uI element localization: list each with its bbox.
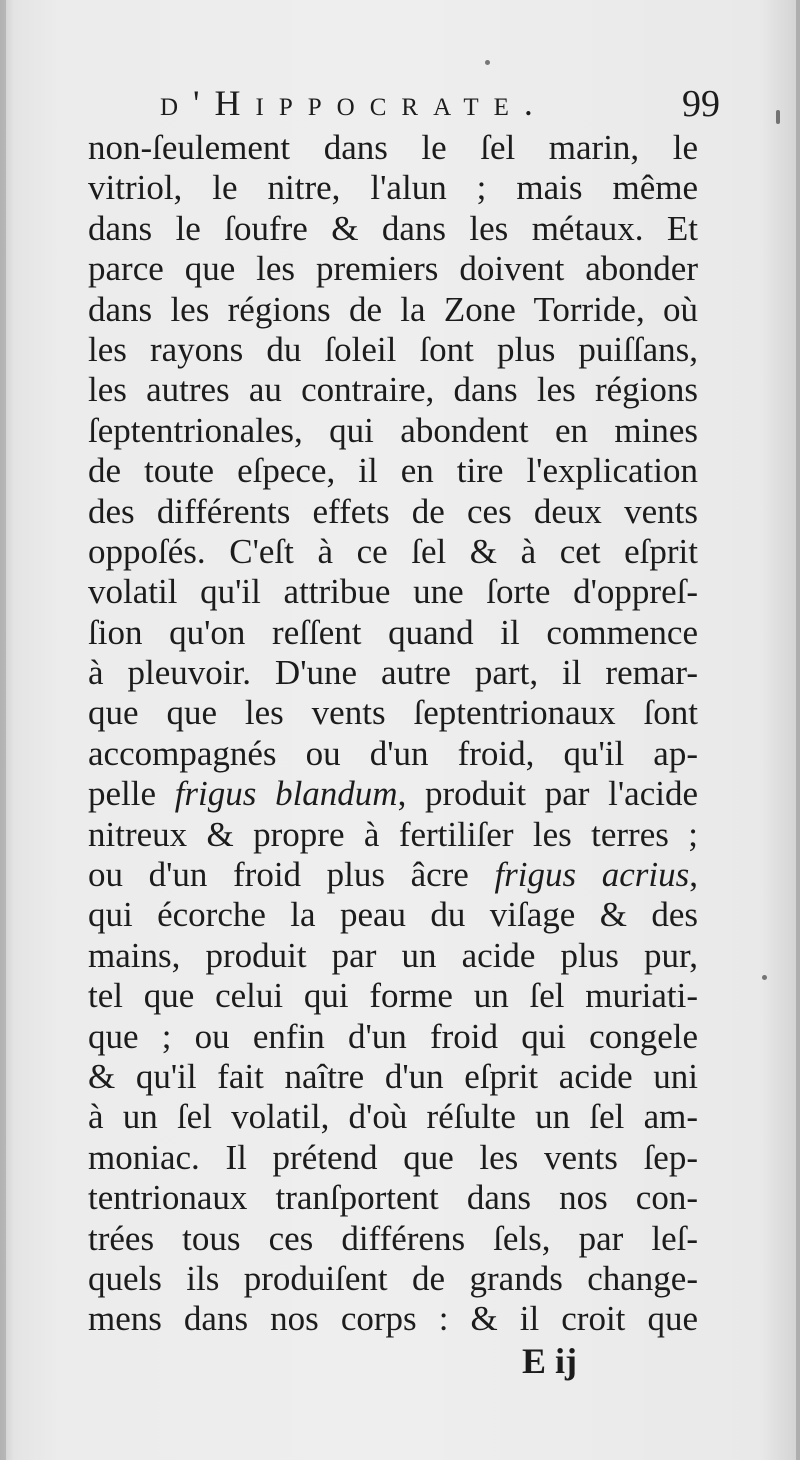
text-line: ſeptentrionales, qui abondent en mines xyxy=(88,410,698,450)
body-text xyxy=(88,128,698,1340)
text-line: non-ſeulement dans le ſel marin, le xyxy=(88,128,698,167)
text-line: les autres au contraire, dans les régions xyxy=(88,370,698,410)
ink-speck xyxy=(762,975,767,980)
text-segment: ou d'un froid plus âcre xyxy=(88,855,495,895)
text-line xyxy=(88,855,698,895)
latin-term: frigus acrius xyxy=(494,855,690,895)
page-left-edge xyxy=(0,0,6,1460)
text-segment: pelle xyxy=(88,774,175,814)
text-line: vitriol, le nitre, l'alun ; mais même xyxy=(88,168,698,208)
text-line: accompagnés ou d'un froid, qu'il ap- xyxy=(88,733,698,773)
text-line: moniac. Il prétend que les vents ſep- xyxy=(88,1137,698,1177)
text-line: volatil qu'il attribue une ſorte d'oppreſ- xyxy=(88,572,698,612)
text-line: qui écorche la peau du viſage & des xyxy=(88,895,698,935)
text-line: tentrionaux tranſportent dans nos con- xyxy=(88,1178,698,1218)
page-right-edge xyxy=(796,0,800,1460)
text-segment: , xyxy=(689,855,698,895)
text-line: trées tous ces différens ſels, par leſ- xyxy=(88,1218,698,1258)
text-line: à pleuvoir. D'une autre part, il remar- xyxy=(88,653,698,693)
text-line: les rayons du ſoleil ſont plus puiſſans, xyxy=(88,329,698,369)
running-head: d'Hippocrate. xyxy=(160,83,548,123)
text-line: tel que celui qui forme un ſel muriati- xyxy=(88,976,698,1016)
ink-speck xyxy=(485,60,490,65)
text-line: de toute eſpece, il en tire l'explication xyxy=(88,451,698,491)
text-line: & qu'il fait naître d'un eſprit acide uni xyxy=(88,1056,698,1096)
text-line: nitreux & propre à fertiliſer les terres ; xyxy=(88,814,698,854)
text-line xyxy=(88,774,698,814)
text-line: à un ſel volatil, d'où réſulte un ſel am- xyxy=(88,1097,698,1137)
latin-term: frigus blandum xyxy=(174,774,398,814)
text-line: parce que les premiers doivent abonder xyxy=(88,249,698,289)
text-line: dans le ſoufre & dans les métaux. Et xyxy=(88,208,698,248)
page-header xyxy=(160,82,720,128)
text-line: que que les vents ſeptentrionaux ſont xyxy=(88,693,698,733)
text-line: des différents effets de ces deux vents xyxy=(88,491,698,531)
text-segment: , produit par l'acide xyxy=(397,774,698,814)
text-line: mens dans nos corps : & il croit que xyxy=(88,1299,698,1339)
text-line: que ; ou enfin d'un froid qui congele xyxy=(88,1016,698,1056)
text-line: mains, produit par un acide plus pur, xyxy=(88,935,698,975)
text-line: quels ils produiſent de grands change- xyxy=(88,1258,698,1298)
text-line: ſion qu'on reſſent quand il commence xyxy=(88,612,698,652)
ink-speck xyxy=(776,110,780,124)
text-line: oppoſés. C'eſt à ce ſel & à cet eſprit xyxy=(88,531,698,571)
text-line: dans les régions de la Zone Torride, où xyxy=(88,289,698,329)
signature-mark: E ij xyxy=(522,1341,578,1381)
page-number: 99 xyxy=(682,83,720,125)
